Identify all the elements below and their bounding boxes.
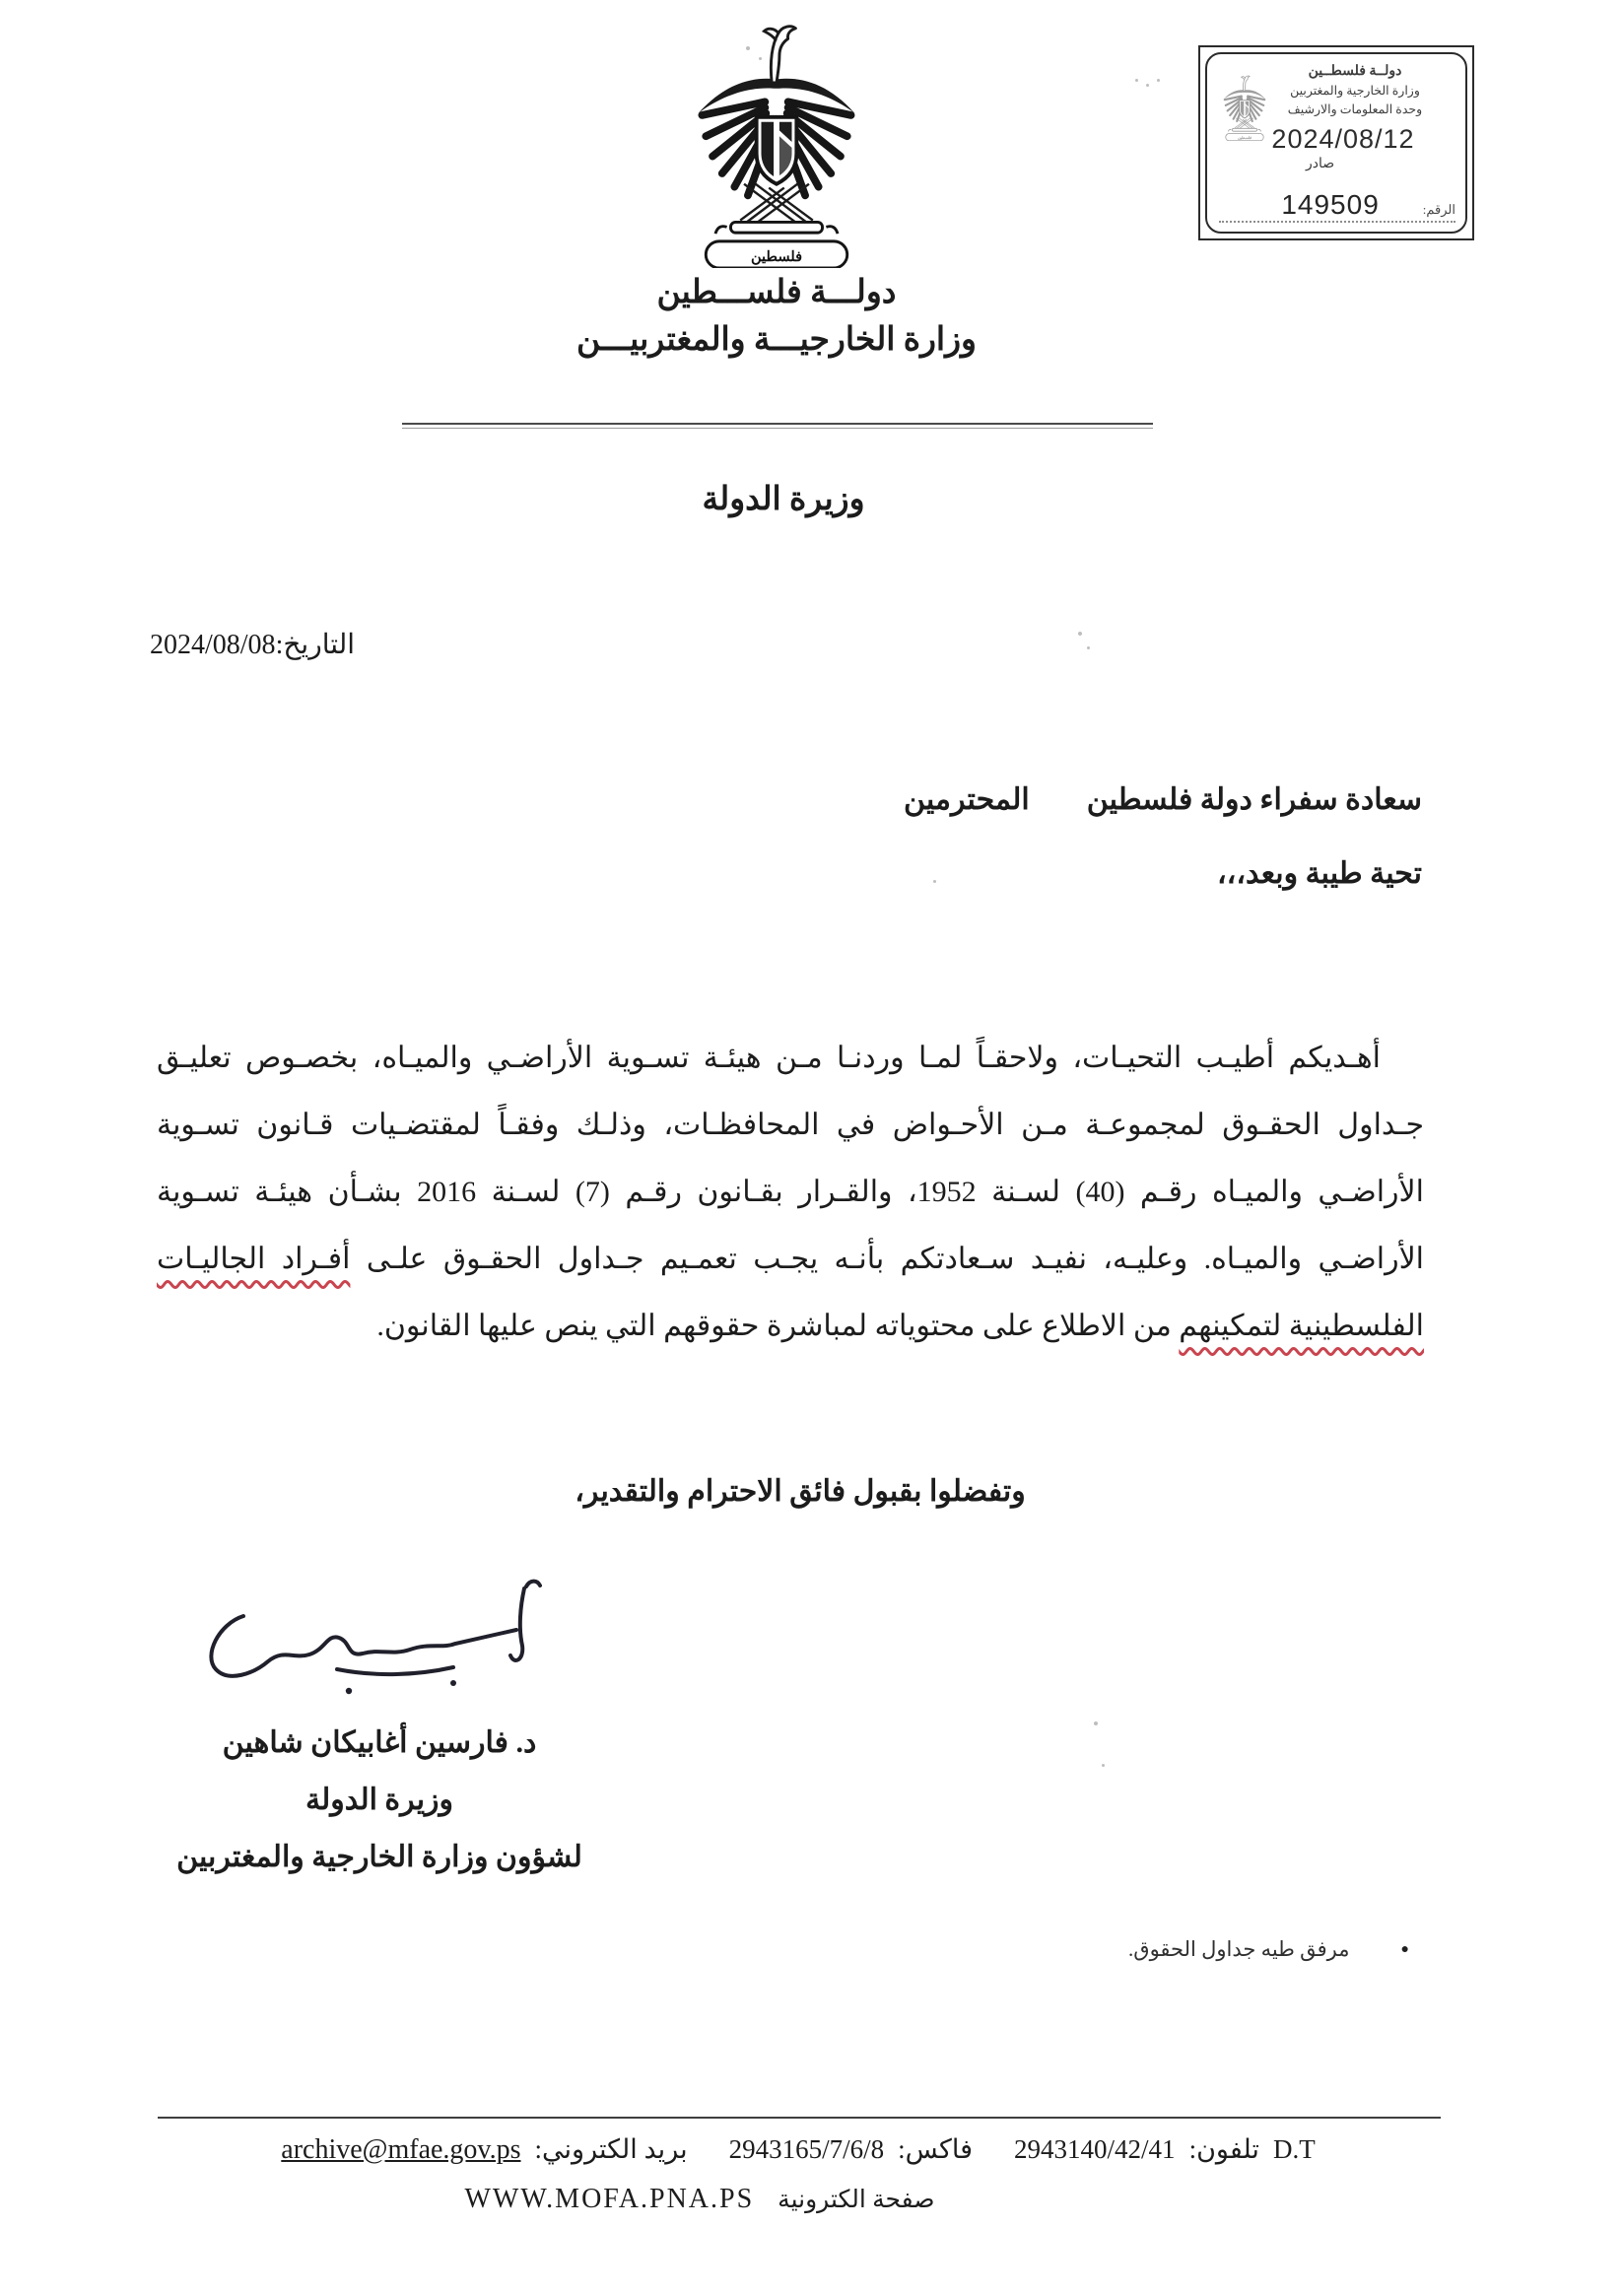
body-line-4 (157, 1226, 1424, 1293)
stamp-state-line: دولــة فلسطــين (1308, 64, 1402, 79)
stamp-issued-label: صادر (1306, 157, 1335, 171)
signer-title-2: لشؤون وزارة الخارجية والمغتربين (176, 1841, 582, 1873)
signer-title-1: وزيرة الدولة (304, 1784, 454, 1816)
letterhead-divider (402, 423, 1153, 429)
footer-divider (158, 2117, 1441, 2119)
scan-artifact (1087, 646, 1090, 649)
scan-artifact (1102, 1764, 1105, 1767)
red-underlined-phrase-1: أفـراد الجاليـات (157, 1243, 351, 1275)
footer-contact-line (227, 2134, 1370, 2166)
email-label: بريد الكتروني: (534, 2134, 688, 2164)
scan-artifact (1078, 632, 1082, 636)
stamp-unit-line: وحدة المعلومات والارشيف (1287, 102, 1423, 116)
web-label: صفحة الكترونية (778, 2187, 935, 2213)
attachment-note (1128, 1937, 1409, 1962)
body-line-4-text: الأراضـي والميـاه. وعليـه، نفيـد سـعادتكم بأنـه يجـب تعمـيم جـداول الحقـوق علـى (366, 1243, 1425, 1275)
body-line-1: أهـديكم أطيـب التحيـات، ولاحقـاً لمـا وردنـا مـن هيئـة تسـوية الأراضـي والميـاه، بخصـوص تعليـق (157, 1042, 1381, 1074)
website-url: WWW.MOFA.PNA.PS (464, 2184, 755, 2214)
fax-number: 2943165/7/6/8 (728, 2134, 885, 2164)
footer-dt: D.T (1272, 2134, 1316, 2164)
body-line-3: الأراضـي والميـاه رقـم (40) لسـنة 1952، والقـرار بقـانون رقـم (7) لسـنة 2016 بشـأن هيئـة تسـوية (157, 1176, 1424, 1208)
minister-of-state-title: وزيرة الدولة (702, 482, 865, 517)
signature-block (138, 1715, 621, 1886)
scan-artifact (933, 880, 936, 883)
recipient-text: سعادة سفراء دولة فلسطين (1086, 783, 1422, 816)
letterhead-ministry-name: وزارة الخارجيـــة والمغتربيـــن (576, 322, 977, 358)
scan-artifact (1094, 1721, 1098, 1725)
bullet-icon: ● (1400, 1941, 1409, 1957)
attachment-text: مرفق طيه جداول الحقوق. (1128, 1937, 1350, 1961)
signer-name: د. فارسين أغابيكان شاهين (222, 1726, 537, 1759)
phone-number: 2943140/42/41 (1014, 2134, 1176, 2164)
scan-artifact (1135, 79, 1138, 82)
stamp-number: 149509 (1281, 189, 1380, 220)
handwritten-signature (189, 1571, 562, 1717)
phone-label: تلفون: (1188, 2134, 1259, 2164)
email-address: archive@mfae.gov.ps (281, 2134, 521, 2165)
greeting-line: تحية طيبة وبعد،،، (1216, 857, 1422, 890)
letter-body (157, 1025, 1424, 1360)
palestine-eagle-emblem (680, 20, 873, 268)
scan-artifact (759, 57, 762, 60)
recipient-line (904, 782, 1422, 817)
scan-artifact (1157, 79, 1160, 82)
letter-date: التاريخ:2024/08/08 (150, 630, 356, 660)
body-line-5-text: من الاطلاع على محتوياته لمباشرة حقوقهم التي ينص عليها القانون. (376, 1310, 1172, 1342)
stamp-number-row (1219, 189, 1455, 223)
stamp-number-label: الرقم: (1422, 202, 1455, 217)
stamp-eagle-emblem-icon (1219, 74, 1270, 141)
body-line-5 (157, 1293, 1424, 1360)
stamp-ministry-line: وزارة الخارجية والمغتربين (1290, 84, 1420, 98)
recipient-honorific: المحترمين (904, 783, 1030, 816)
fax-label: فاكس: (898, 2134, 974, 2164)
red-underlined-phrase-2: الفلسطينية لتمكينهم (1179, 1310, 1424, 1342)
scan-artifact (1146, 84, 1149, 87)
body-line-2: جـداول الحقـوق لمجموعـة مـن الأحـواض في المحافظـات، وذلـك وفقـاً لمقتضـيات قـانون تسـوية (157, 1109, 1424, 1141)
registry-stamp (1198, 45, 1474, 240)
scan-artifact (746, 46, 750, 50)
registry-stamp-inner (1205, 52, 1467, 234)
footer-web-line (345, 2184, 1054, 2215)
letterhead-state-name: دولـــة فلســـطين (656, 275, 897, 310)
stamp-date: 2024/08/12 (1271, 124, 1415, 154)
closing-line: وتفضلوا بقبول فائق الاحترام والتقدير، (575, 1475, 1026, 1508)
